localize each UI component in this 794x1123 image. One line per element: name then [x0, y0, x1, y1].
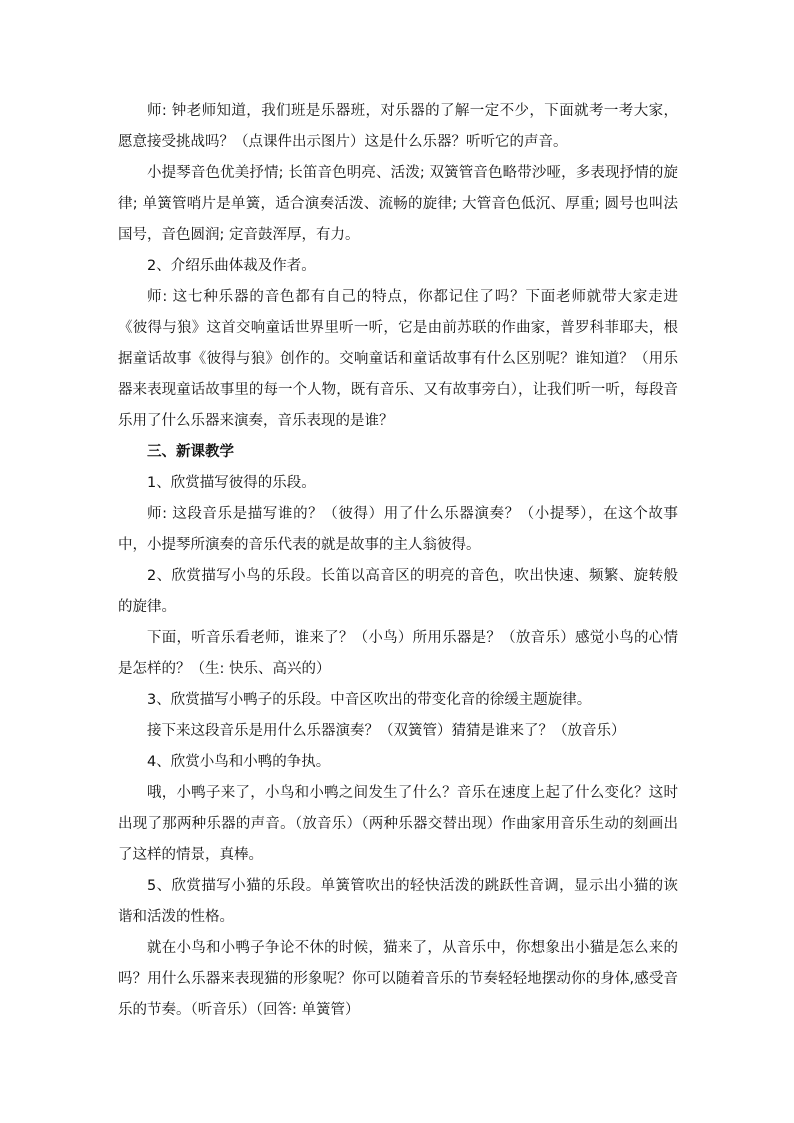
paragraph-step-3-duck: 3、欣赏描写小鸭子的乐段。中音区吹出的带变化音的徐缓主题旋律。: [147, 692, 592, 708]
paragraph-peter-violin: 师: 这段音乐是描写谁的？（彼得）用了什么乐器演奏？（小提琴），在这个故事中，小提琴所演奏的音乐代表的就是故事的主人翁彼得。: [118, 506, 678, 553]
paragraph-step-2-heading: 2、介绍乐曲体裁及作者。: [147, 258, 316, 274]
paragraph-step-1-peter: 1、欣赏描写彼得的乐段。: [147, 475, 316, 491]
paragraph-step-4-dispute: 4、欣赏小鸟和小鸭的争执。: [147, 754, 331, 770]
section-heading-new-lesson: 三、新课教学: [147, 444, 234, 460]
document-body: [118, 96, 678, 1026]
paragraph-peter-and-wolf-intro: 师: 这七种乐器的音色都有自己的特点，你都记住了吗？下面老师就带大家走进《彼得与狼》这首交响童话世界里听一听，它是由前苏联的作曲家，普罗科菲耶夫，根据童话故事《彼得与狼》创作的。交响童话和童话故事有什么区别呢？谁知道？（用乐器来表现童话故事里的每一个人物，既有音乐、又有故事旁白），让我们听一听，每段音乐用了什么乐器来演奏，音乐表现的是谁？: [118, 289, 678, 429]
paragraph-dispute-description: 哦，小鸭子来了，小鸟和小鸭之间发生了什么？音乐在速度上起了什么变化？这时出现了那两种乐器的声音。（放音乐）（两种乐器交替出现）作曲家用音乐生动的刻画出了这样的情景，真棒。: [118, 785, 678, 863]
paragraph-step-2-bird: 2、欣赏描写小鸟的乐段。长笛以高音区的明亮的音色，吹出快速、频繁、旋转般的旋律。: [118, 568, 678, 615]
paragraph-cat-question: 就在小鸟和小鸭子争论不休的时候，猫来了，从音乐中，你想象出小猫是怎么来的吗？用什么乐器来表现猫的形象呢？你可以随着音乐的节奏轻轻地摆动你的身体,感受音乐的节奏。（听音乐）（回答: 单簧管）: [118, 940, 678, 1018]
paragraph-duck-question: 接下来这段音乐是用什么乐器演奏？（双簧管）猜猜是谁来了？（放音乐）: [147, 723, 626, 739]
paragraph-step-5-cat: 5、欣赏描写小猫的乐段。单簧管吹出的轻快活泼的跳跃性音调，显示出小猫的诙谐和活泼的性格。: [118, 878, 678, 925]
paragraph-instrument-timbres: 小提琴音色优美抒情; 长笛音色明亮、活泼; 双簧管音色略带沙哑，多表现抒情的旋律; 单簧管哨片是单簧，适合演奏活泼、流畅的旋律; 大管音色低沉、厚重; 圆号也叫法国号，音色圆润; 定音鼓浑厚，有力。: [118, 165, 678, 243]
paragraph-bird-question: 下面，听音乐看老师，谁来了？（小鸟）所用乐器是？（放音乐）感觉小鸟的心情是怎样的？（生: 快乐、高兴的）: [118, 630, 678, 677]
paragraph-teacher-intro: 师: 钟老师知道，我们班是乐器班，对乐器的了解一定不少，下面就考一考大家，愿意接受挑战吗？（点课件出示图片）这是什么乐器？听听它的声音。: [118, 103, 678, 150]
